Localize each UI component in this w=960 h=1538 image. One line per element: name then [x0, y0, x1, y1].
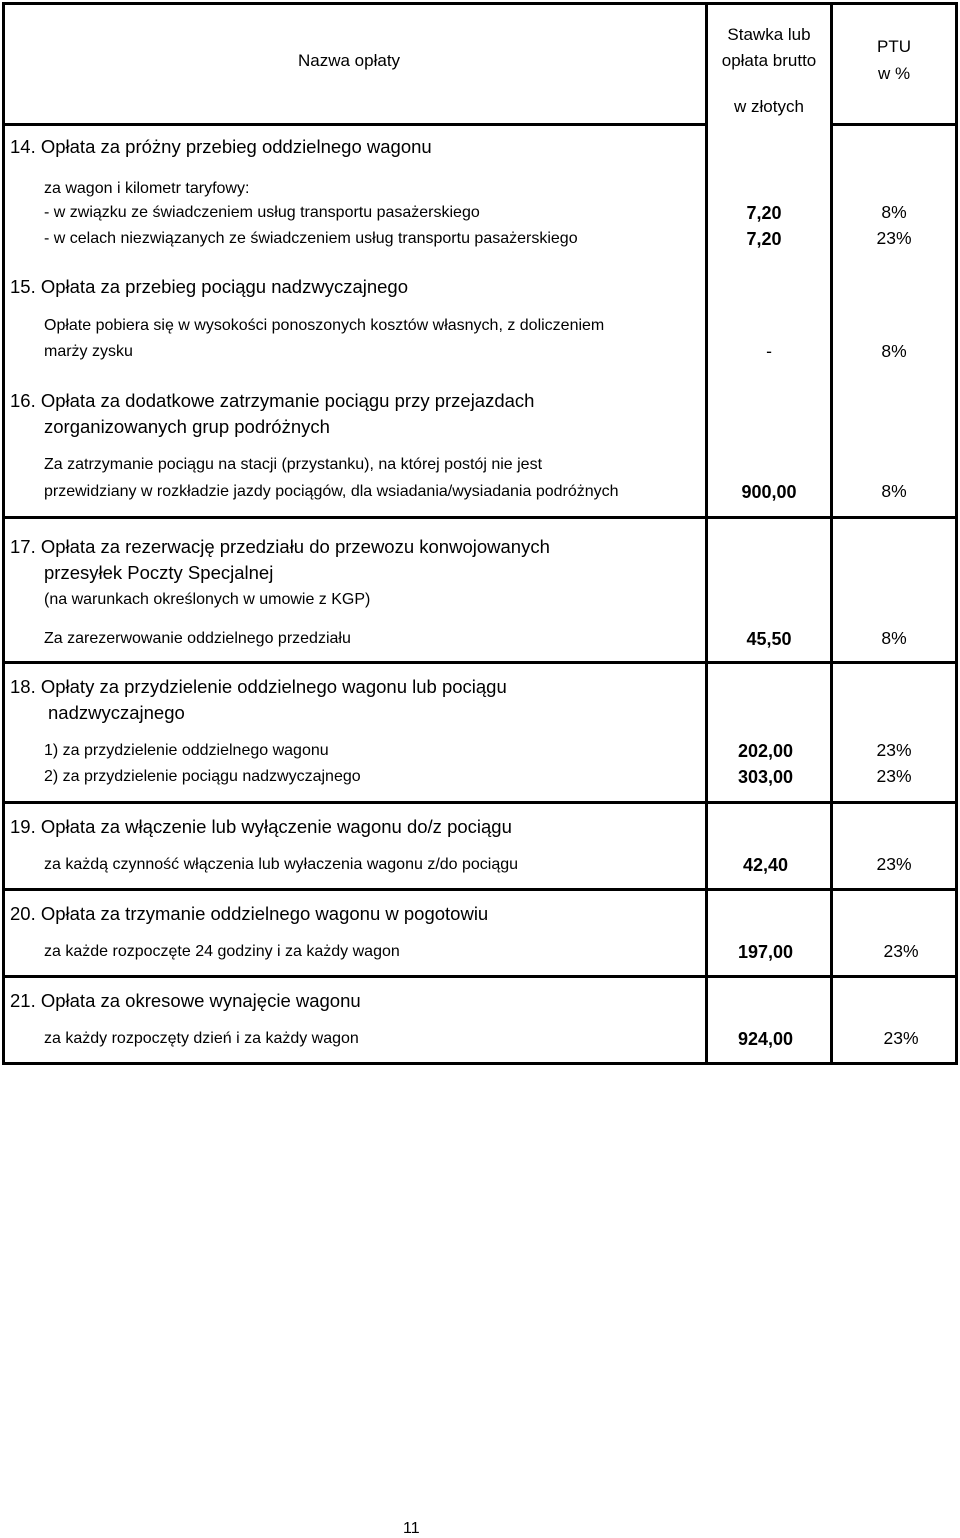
table-border-left [2, 2, 5, 1065]
section-20-value: 197,00 [737, 942, 794, 962]
section-16-title2: zorganizowanych grup podróżnych [44, 416, 330, 437]
header-name-column: Nazwa opłaty [298, 51, 401, 70]
section-21-vat: 23% [883, 1028, 919, 1048]
section-18-row2-vat: 23% [876, 766, 912, 786]
row-divider-17-18 [2, 661, 958, 664]
section-15-vat: 8% [881, 341, 907, 361]
header-rate-line2: opłata brutto [721, 51, 817, 70]
section-20-title: 20. Opłata za trzymanie oddzielnego wagonu w pogotowiu [10, 903, 489, 924]
section-16-value: 900,00 [741, 482, 797, 502]
section-16-desc1: Za zatrzymanie pociągu na stacji (przystanku), na której postój nie jest [44, 456, 543, 473]
row-divider-18-19 [2, 801, 958, 804]
section-18-row2-label: 2) za przydzielenie pociągu nadzwyczajnego [44, 768, 361, 785]
table-border-bottom [2, 1062, 958, 1065]
header-rate-line1: Stawka lub [727, 25, 811, 44]
header-vat-line2: w % [877, 64, 911, 83]
header-rate-unit: w złotych [734, 97, 804, 116]
section-14-row2-value: 7,20 [746, 229, 782, 249]
section-18-title2: nadzwyczajnego [48, 702, 185, 723]
row-divider-19-20 [2, 888, 958, 891]
header-divider-left [2, 123, 708, 126]
section-21-title: 21. Opłata za okresowe wynajęcie wagonu [10, 990, 361, 1011]
table-border-right [955, 2, 958, 1065]
section-20-vat: 23% [883, 941, 919, 961]
section-17-note: (na warunkach określonych w umowie z KGP) [44, 591, 371, 608]
section-14-row1-label: - w związku ze świadczeniem usług transportu pasażerskiego [44, 204, 480, 221]
section-16-vat: 8% [881, 481, 907, 501]
section-20-desc: za każde rozpoczęte 24 godziny i za każdy wagon [44, 943, 400, 960]
section-16-desc2: przewidziany w rozkładzie jazdy pociągów, dla wsiadania/wysiadania podróżnych [44, 483, 619, 500]
section-18-row2-value: 303,00 [737, 767, 794, 787]
column-divider-rate-left [705, 2, 708, 1065]
section-19-desc: za każdą czynność włączenia lub wyłaczenia wagonu z/do pociągu [44, 856, 519, 873]
section-15-desc2: marży zysku [44, 343, 133, 360]
section-17-title2: przesyłek Poczty Specjalnej [44, 562, 274, 583]
section-15-title: 15. Opłata za przebieg pociągu nadzwyczajnego [10, 276, 409, 297]
section-21-desc: za każdy rozpoczęty dzień i za każdy wagon [44, 1030, 359, 1047]
column-divider-rate-right [830, 2, 833, 1065]
section-14-row1-vat: 8% [881, 202, 907, 222]
section-18-row1-label: 1) za przydzielenie oddzielnego wagonu [44, 742, 329, 759]
section-19-title: 19. Opłata za włączenie lub wyłączenie wagonu do/z pociągu [10, 816, 512, 837]
section-17-value: 45,50 [746, 629, 792, 649]
page-number: 11 [403, 1520, 420, 1537]
section-21-value: 924,00 [737, 1029, 794, 1049]
header-vat-line1: PTU [877, 37, 911, 56]
section-18-row1-vat: 23% [876, 740, 912, 760]
section-14-row2-vat: 23% [876, 228, 912, 248]
section-17-desc: Za zarezerwowanie oddzielnego przedziału [44, 630, 351, 647]
section-16-title1: 16. Opłata za dodatkowe zatrzymanie pociągu przy przejazdach [10, 390, 535, 411]
section-14-title: 14. Opłata za próżny przebieg oddzielnego wagonu [10, 136, 432, 157]
header-divider-vat [830, 123, 958, 126]
section-18-row1-value: 202,00 [737, 741, 794, 761]
row-divider-20-21 [2, 975, 958, 978]
section-15-desc1: Opłate pobiera się w wysokości ponoszonych kosztów własnych, z doliczeniem [44, 317, 605, 334]
section-17-vat: 8% [881, 628, 907, 648]
section-14-intro: za wagon i kilometr taryfowy: [44, 180, 250, 197]
section-17-title1: 17. Opłata za rezerwację przedziału do przewozu konwojowanych [10, 536, 550, 557]
section-14-row1-value: 7,20 [746, 203, 782, 223]
section-18-title1: 18. Opłaty za przydzielenie oddzielnego wagonu lub pociągu [10, 676, 507, 697]
row-divider-16-17 [2, 516, 958, 519]
table-border-top [2, 2, 958, 5]
section-19-value: 42,40 [742, 855, 789, 875]
section-14-row2-label: - w celach niezwiązanych ze świadczeniem usług transportu pasażerskiego [44, 230, 578, 247]
section-19-vat: 23% [876, 854, 912, 874]
section-15-value: - [766, 341, 772, 361]
